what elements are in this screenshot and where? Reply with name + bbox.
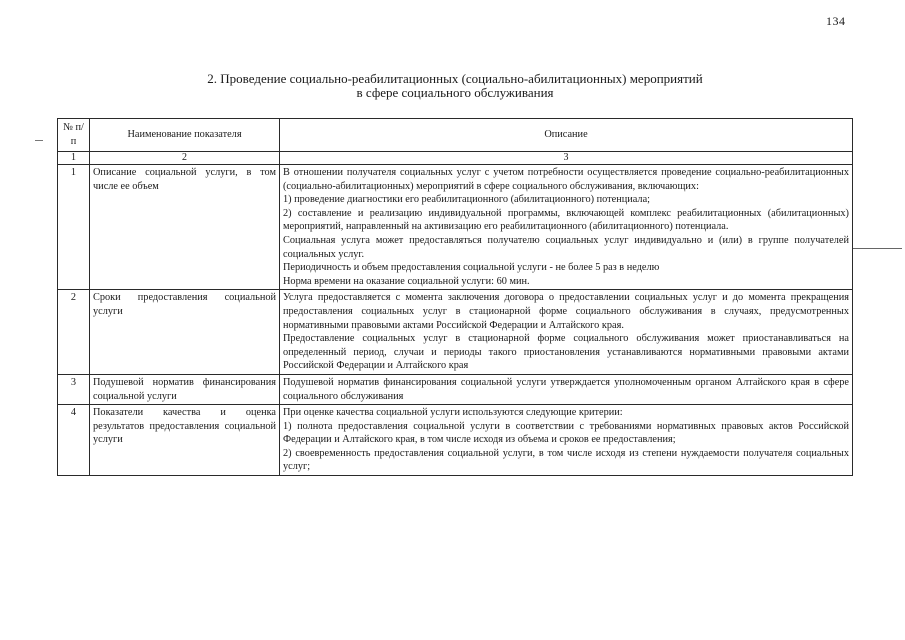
- service-indicators-table: [57, 118, 853, 476]
- description-line: 2) составление и реализацию индивидуальной программы, включающей комплекс реабилитационных (абилитационных) мероприятий, направленный на активизацию его реабилитационного (абилитационного) потенциала.: [283, 207, 849, 233]
- description-line: Услуга предоставляется с момента заключения договора о предоставлении социальных услуг и до момента прекращения предоставления социальных услуг в стационарной форме социального обслуживания в случаях, предусмотренных нормативными правовыми актами Российской Федерации и Алтайского края.: [283, 292, 849, 331]
- description-line: 1) полнота предоставления социальной услуги в соответствии с требованиями нормативных правовых актов Российской Федерации и Алтайского края, в том числе исходя из объема и сроков ее предоставления;: [283, 420, 849, 446]
- column-numbering-row: [58, 152, 853, 165]
- row-number: 2: [58, 290, 90, 375]
- indicator-description: [280, 290, 853, 375]
- header-description: Описание: [280, 119, 853, 152]
- section-title: [40, 72, 870, 100]
- row-number: 1: [58, 165, 90, 290]
- scan-artifact-line: [852, 248, 902, 249]
- column-number: 1: [58, 152, 90, 165]
- description-line: Предоставление социальных услуг в стационарной форме социального обслуживания может приостанавливаться на определенный период, случаи и периоды такого приостановления устанавливаются нормативными правовыми актами Российской Федерации и Алтайского края: [283, 333, 849, 372]
- indicator-name: Показатели качества и оценка результатов предоставления социальной услуги: [90, 405, 280, 476]
- section-title-line-1: 2. Проведение социально-реабилитационных (социально-абилитационных) мероприятий: [207, 71, 703, 86]
- header-name: Наименование показателя: [90, 119, 280, 152]
- table-row: [58, 405, 853, 476]
- description-line: 1) проведение диагностики его реабилитационного (абилитационного) потенциала;: [283, 194, 650, 206]
- table-row: [58, 290, 853, 375]
- page-number: 134: [826, 14, 846, 28]
- row-number: 3: [58, 374, 90, 404]
- column-number: 2: [90, 152, 280, 165]
- description-line: При оценке качества социальной услуги используются следующие критерии:: [283, 407, 623, 419]
- table-row: [58, 165, 853, 290]
- description-line: Подушевой норматив финансирования социальной услуги утверждается уполномоченным органом Алтайского края в сфере социального обслуживания: [283, 376, 849, 402]
- description-line: 2) своевременность предоставления социальной услуги, в том числе исходя из степени нуждаемости получателя социальных услуг;: [283, 447, 849, 473]
- indicator-description: [280, 165, 853, 290]
- description-line: Периодичность и объем предоставления социальной услуги - не более 5 раз в неделю: [283, 262, 660, 274]
- indicator-description: [280, 405, 853, 476]
- table-row: [58, 374, 853, 404]
- description-line: Норма времени на оказание социальной услуги: 60 мин.: [283, 275, 530, 287]
- description-line: Социальная услуга может предоставляться получателю социальных услуг индивидуально и (или) в группе получателей социальных услуг.: [283, 234, 849, 260]
- table-header-row: [58, 119, 853, 152]
- indicator-name: Описание социальной услуги, в том числе ее объем: [90, 165, 280, 290]
- indicator-name: Подушевой норматив финансирования социальной услуги: [90, 374, 280, 404]
- column-number: 3: [280, 152, 853, 165]
- section-title-line-2: в сфере социального обслуживания: [356, 85, 554, 100]
- indicator-description: [280, 374, 853, 404]
- header-num: № п/п: [58, 119, 90, 152]
- scan-artifact-mark: [35, 140, 43, 141]
- row-number: 4: [58, 405, 90, 476]
- indicator-name: Сроки предоставления социальной услуги: [90, 290, 280, 375]
- description-line: В отношении получателя социальных услуг с учетом потребности осуществляется проведение социально-реабилитационных (социально-абилитационных) мероприятий в сфере социального обслуживания, включающих:: [283, 167, 849, 192]
